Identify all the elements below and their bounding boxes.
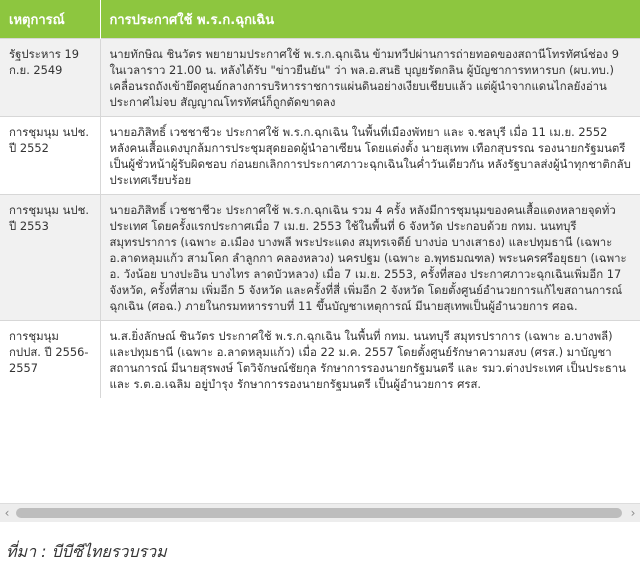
- table-row: [0, 117, 640, 195]
- header-declaration: การประกาศใช้ พ.ร.ก.ฉุกเฉิน: [100, 0, 640, 39]
- source-caption: ที่มา : บีบีซีไทยรวบรวม: [6, 542, 167, 561]
- table-header-row: [0, 0, 640, 39]
- table-row: [0, 321, 640, 399]
- horizontal-scrollbar[interactable]: [0, 503, 640, 522]
- event-cell: การชุมนุม กปปส. ปี 2556-2557: [0, 321, 100, 399]
- event-cell: การชุมนุม นปช. ปี 2553: [0, 195, 100, 321]
- description-cell: นายอภิสิทธิ์ เวชชาชีวะ ประกาศใช้ พ.ร.ก.ฉุกเฉิน ในพื้นที่เมืองพัทยา และ จ.ชลบุรี เมื่อ 11 เม.ย. 2552 หลังคนเสื้อแดงบุกล้มการประชุมสุดยอดผู้นำอาเซียน โดยแต่งตั้ง นายสุเทพ เทือกสุบรรณ รองนายกรัฐมนตรี เป็นผู้ชั่วหน้าผู้รับผิดชอบ ก่อนยกเลิกการประกาศภาวะฉุกเฉินในค่ำวันเดียวกัน หลังรัฐบาลส่งผู้นำทุกชาติกลับประเทศเรียบร้อย: [100, 117, 640, 195]
- description-cell: น.ส.ยิ่งลักษณ์ ชินวัตร ประกาศใช้ พ.ร.ก.ฉุกเฉิน ในพื้นที่ กทม. นนทบุรี สมุทรปราการ (เฉพาะ อ.บางพลี) และปทุมธานี (เฉพาะ อ.ลาดหลุมแก้ว) เมื่อ 22 ม.ค. 2557 โดยตั้งศูนย์รักษาความสงบ (ศรส.) มาบัญชาสถานการณ์ มีนายสุรพงษ์ โตวิจักษณ์ชัยกุล รักษาการรองนายกรัฐมนตรี และ รมว.ต่างประเทศ เป็นประธาน และ ร.ต.อ.เฉลิม อยู่บำรุง รักษาการรองนายกรัฐมนตรี เป็นผู้อำนวยการ ศรส.: [100, 321, 640, 399]
- description-cell: นายอภิสิทธิ์ เวชชาชีวะ ประกาศใช้ พ.ร.ก.ฉุกเฉิน รวม 4 ครั้ง หลังมีการชุมนุมของคนเสื้อแดงหลายจุดทั่วประเทศ โดยครั้งแรกประกาศเมื่อ 7 เม.ย. 2553 ใช้ในพื้นที่ 6 จังหวัด ประกอบด้วย กทม. นนทบุรี สมุทรปราการ (เฉพาะ อ.เมือง บางพลี พระประแดง สมุทรเจดีย์ บางบ่อ บางเสาธง) และปทุมธานี (เฉพาะ อ.ลาดหลุมแก้ว สามโคก ลำลูกกา คลองหลวง) นครปฐม (เฉพาะ อ.พุทธมณฑล) พระนครศรีอยุธยา (เฉพาะ อ. วังน้อย บางปะอิน บางไทร ลาดบัวหลวง) เมื่อ 7 เม.ย. 2553, ครั้งที่สอง ประกาศภาวะฉุกเฉินเพิ่มอีก 17 จังหวัด, ครั้งที่สาม เพิ่มอีก 5 จังหวัด และครั้งที่สี่ เพิ่มอีก 2 จังหวัด โดยตั้งศูนย์อำนวยการแก้ไขสถานการณ์ฉุกเฉิน (ศอฉ.) ภายในกรมทหารราบที่ 11 ขึ้นบัญชาเหตุการณ์ มีนายสุเทพเป็นผู้อำนวยการ ศอฉ.: [100, 195, 640, 321]
- table-row: [0, 195, 640, 321]
- event-cell: รัฐประหาร 19 ก.ย. 2549: [0, 39, 100, 117]
- header-event: เหตุการณ์: [0, 0, 100, 39]
- event-cell: การชุมนุม นปช. ปี 2552: [0, 117, 100, 195]
- table-row: [0, 39, 640, 117]
- scroll-right-arrow-icon[interactable]: ›: [630, 506, 636, 520]
- description-cell: นายทักษิณ ชินวัตร พยายามประกาศใช้ พ.ร.ก.ฉุกเฉิน ข้ามทวีปผ่านการถ่ายทอดของสถานีโทรทัศน์ช่อง 9 ในเวลาราว 21.00 น. หลังได้รับ "ข่าวยืนยัน" ว่า พล.อ.สนธิ บุญยรัตกลิน ผู้บัญชาการทหารบก (ผบ.ทบ.) เคลื่อนรถถังเข้ายึดศูนย์กลางการบริหารราชการแผ่นดินอย่างเงียบเชียบแล้ว แต่ผู้นำจากแดนไกลยังอ่านประกาศไม่จบ สัญญาณโทรทัศน์ก็ถูกตัดขาดลง: [100, 39, 640, 117]
- scroll-left-arrow-icon[interactable]: ‹: [4, 506, 10, 520]
- scrollbar-thumb[interactable]: [16, 508, 622, 518]
